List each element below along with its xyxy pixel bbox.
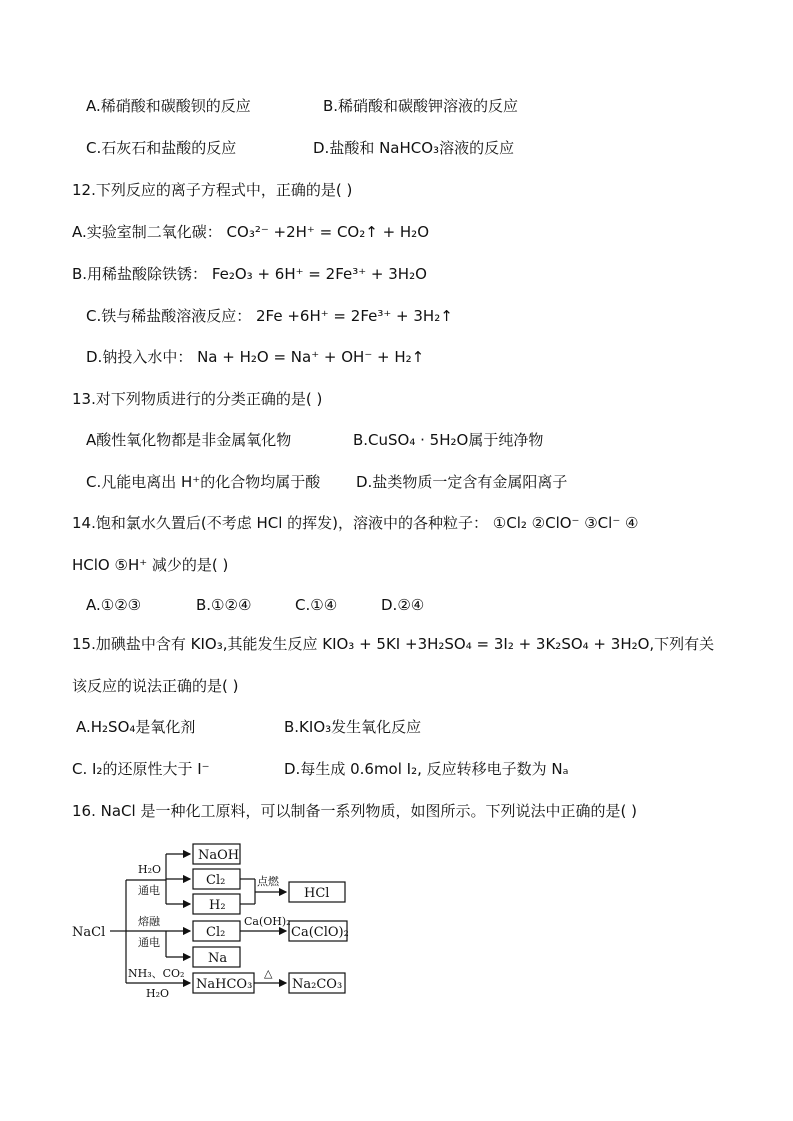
q14-option-d: D.②④	[381, 596, 425, 614]
q11-option-b: B.稀硝酸和碳酸钾溶液的反应	[323, 97, 519, 115]
q13-option-a: A酸性氧化物都是非金属氧化物	[86, 431, 292, 449]
cond-h2o: H₂O	[138, 863, 162, 876]
q13-option-c: C.凡能电离出 H⁺的化合物均属于酸	[86, 473, 321, 491]
cond-nh3-co2: NH₃、CO₂	[128, 967, 185, 980]
cond-tongdian: 通电	[138, 884, 160, 897]
q11-option-d: D.盐酸和 NaHCO₃溶液的反应	[313, 139, 515, 157]
box-na-label: Na	[208, 951, 228, 966]
q12-stem: 12.下列反应的离子方程式中，正确的是( )	[72, 181, 353, 199]
q11-option-a: A.稀硝酸和碳酸钡的反应	[86, 97, 251, 115]
cond-h2o-2: H₂O	[146, 987, 170, 1000]
nacl-flow-diagram	[68, 838, 368, 1003]
q15-option-b: B.KIO₃发生氧化反应	[284, 718, 422, 736]
box-nahco3-label: NaHCO₃	[196, 977, 253, 992]
cond-dianran: 点燃	[257, 875, 279, 888]
cond-delta: △	[264, 967, 273, 980]
q15-stem-line2: 该反应的说法正确的是( )	[72, 677, 239, 695]
q11-option-c: C.石灰石和盐酸的反应	[86, 139, 237, 157]
q14-option-b: B.①②④	[196, 596, 252, 614]
cond-rongrong: 熔融	[138, 915, 160, 928]
nacl-label: NaCl	[72, 925, 106, 940]
q15-option-c: C. I₂的还原性大于 I⁻	[72, 760, 210, 778]
box-cl2-a-label: Cl₂	[206, 873, 226, 888]
box-cl2-b-label: Cl₂	[206, 925, 226, 940]
box-na2co3-label: Na₂CO₃	[292, 977, 343, 992]
q12-option-d: D.钠投入水中： Na + H₂O = Na⁺ + OH⁻ + H₂↑	[86, 348, 425, 366]
q12-option-a: A.实验室制二氧化碳： CO₃²⁻ +2H⁺ = CO₂↑ + H₂O	[72, 223, 430, 241]
q13-option-b: B.CuSO₄ · 5H₂O属于纯净物	[353, 431, 544, 449]
cond-caoh2: Ca(OH)₂	[244, 915, 291, 928]
q13-option-d: D.盐类物质一定含有金属阳离子	[356, 473, 568, 491]
q14-option-a: A.①②③	[86, 596, 142, 614]
box-hcl-label: HCl	[304, 886, 330, 901]
q16-stem: 16. NaCl 是一种化工原料，可以制备一系列物质，如图所示。下列说法中正确的是( )	[72, 802, 637, 820]
q14-stem-line2: HClO ⑤H⁺ 减少的是( )	[72, 556, 229, 574]
q15-option-a: A.H₂SO₄是氧化剂	[76, 718, 196, 736]
q12-option-c: C.铁与稀盐酸溶液反应： 2Fe +6H⁺ = 2Fe³⁺ + 3H₂↑	[86, 307, 453, 325]
box-naoh-label: NaOH	[198, 848, 240, 863]
q14-option-c: C.①④	[295, 596, 338, 614]
q15-option-d: D.每生成 0.6mol I₂, 反应转移电子数为 Nₐ	[284, 760, 569, 778]
q14-stem-line1: 14.饱和氯水久置后(不考虑 HCl 的挥发)，溶液中的各种粒子： ①Cl₂ ②ClO⁻ ③Cl⁻ ④	[72, 514, 639, 532]
q12-option-b: B.用稀盐酸除铁锈： Fe₂O₃ + 6H⁺ = 2Fe³⁺ + 3H₂O	[72, 265, 427, 283]
q13-stem: 13.对下列物质进行的分类正确的是( )	[72, 390, 323, 408]
cond-tongdian-2: 通电	[138, 936, 160, 949]
box-cacio2-label: Ca(ClO)₂	[291, 925, 349, 940]
box-h2-label: H₂	[209, 898, 226, 913]
q15-stem-line1: 15.加碘盐中含有 KIO₃,其能发生反应 KIO₃ + 5KI +3H₂SO₄ = 3I₂ + 3K₂SO₄ + 3H₂O,下列有关	[72, 635, 715, 653]
